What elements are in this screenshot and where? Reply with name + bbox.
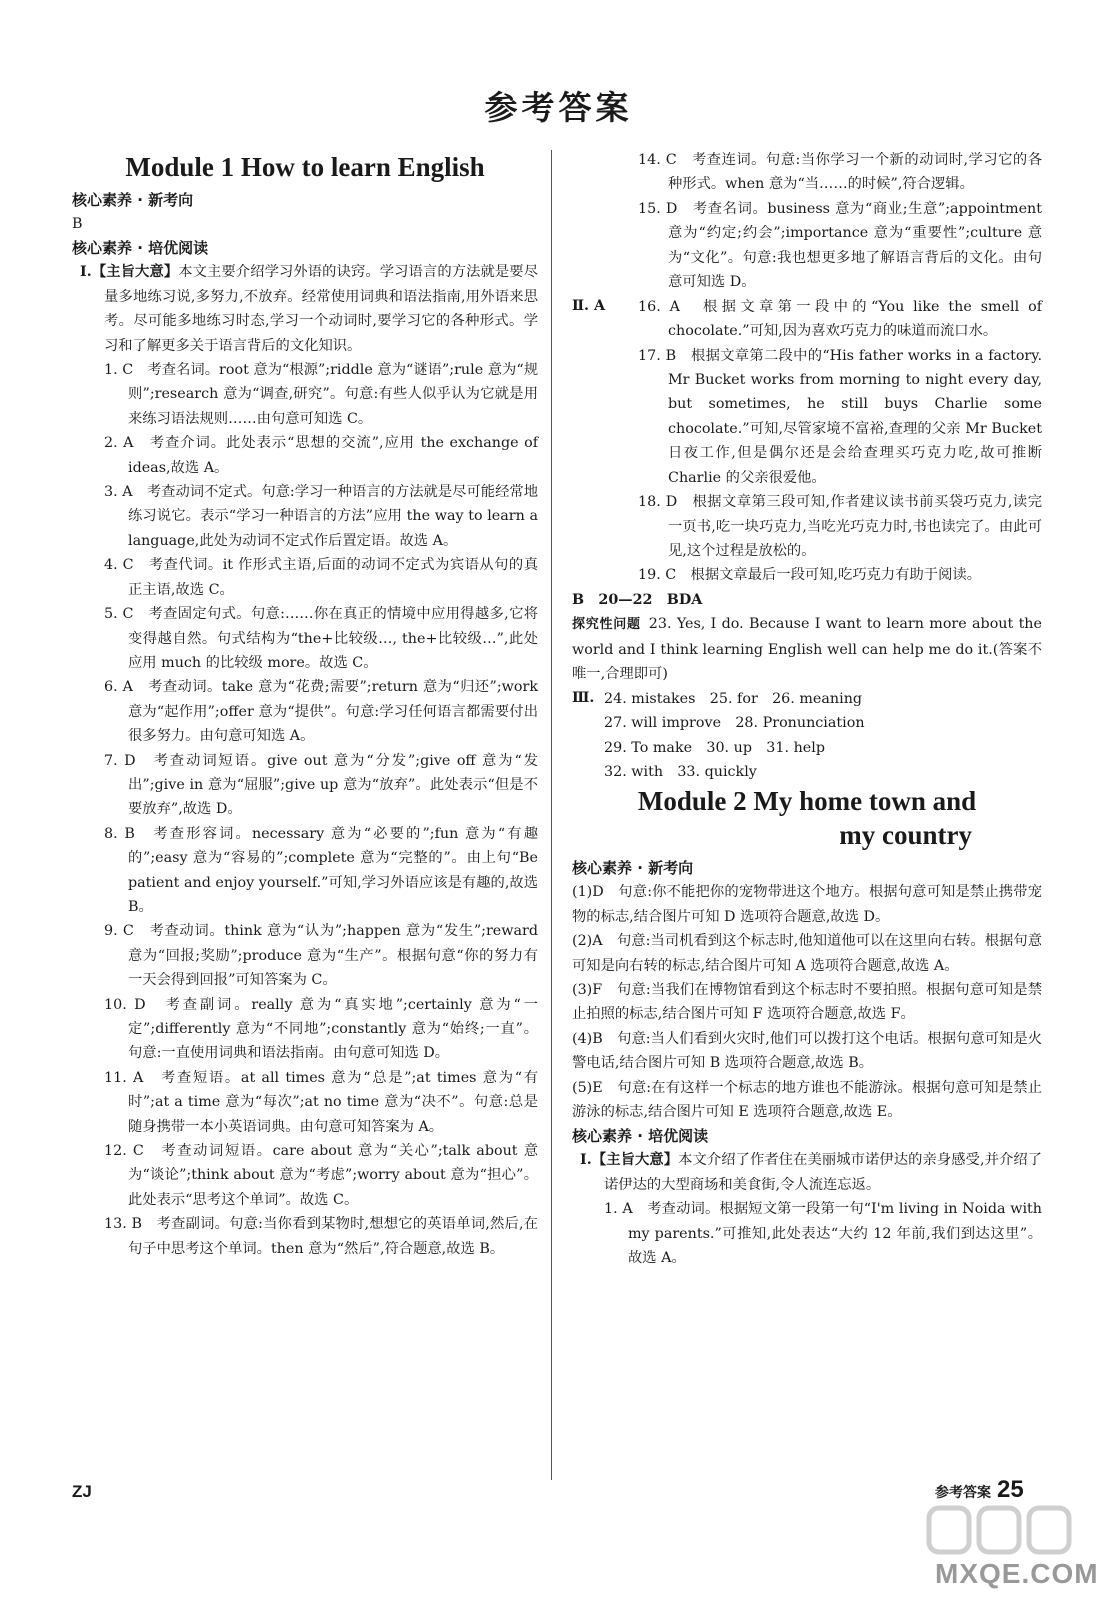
answer-list-right-b [572, 295, 1042, 588]
intro-paragraph [72, 260, 538, 358]
answer-item: 8. B 考查形容词。necessary 意为“必要的”;fun 意为“有趣的”;easy 意为“容易的”;complete 意为“完整的”。由上句“Be patient and enjoy yourself.”可知,学习外语应该是有趣的,故选 B。 [104, 825, 538, 915]
answer-item: 13. B 考查副词。句意:当你看到某物时,想想它的英语单词,然后,在句子中思考这个单词。then 意为“然后”,符合题意,故选 B。 [104, 1216, 538, 1257]
answer-item: 12. C 考查动词短语。care about 意为“关心”;talk about 意为“谈论”;think about 意为“考虑”;worry about 意为“担心”。此处表示“思考这个单词”。故选 C。 [104, 1143, 538, 1208]
sign-answer-item: (2)A 句意:当司机看到这个标志时,他知道他可以在这里向右转。根据句意可知是向右转的标志,结合图片可知 A 选项符合题意,故选 A。 [572, 933, 1042, 974]
column-divider [551, 150, 552, 1480]
answer-list-right-a [572, 148, 1042, 294]
m2-intro-text: 本文介绍了作者住在美丽城市诺伊达的亲身感受,并介绍了诺伊达的大型商场和美食街,令人流连忘返。 [604, 1152, 1042, 1193]
watermark-text: MXQE.COM [935, 1558, 1099, 1589]
answer-item: 16. A 根据文章第一段中的“You like the smell of chocolate.”可知,因为喜欢巧克力的味道而流口水。 [638, 298, 1042, 340]
section-heading-reading: 核心素养 · 培优阅读 [572, 1127, 709, 1146]
intro-text: 本文主要介绍学习外语的诀窍。学习语言的方法就是要尽量多地练习说,多努力,不放弃。经常使用词典和语法指南,用外语来思考。尽可能多地练习时态,学习一个动词时,要学习它的各种形式。学习和了解更多关于语言背后的文化知识。 [104, 264, 538, 354]
page-title: 参考答案 [484, 88, 633, 127]
answer-item: 1. C 考查名词。root 意为“根源”;riddle 意为“谜语”;rule 意为“规则”;research 意为“调查,研究”。句意:有些人似乎认为它就是用来练习语法规则……由句意可知选 C。 [104, 362, 538, 427]
m2-intro-paragraph [572, 1148, 1042, 1197]
answer-item: 2. A 考查介词。此处表示“思想的交流”,应用 the exchange of ideas,故选 A。 [104, 435, 538, 476]
answer-item: 5. C 考查固定句式。句意:……你在真正的情境中应用得越多,它将变得越自然。句式结构为“the+比较级…, the+比较级…”,此处应用 much 的比较级 more。故选 C。 [104, 606, 538, 671]
sign-answer-list [572, 880, 1042, 1124]
section-answer: B [72, 216, 83, 232]
intro-prefix: Ⅰ.【主旨大意】 [80, 264, 179, 281]
answer-item: 10. D 考查副词。really 意为“真实地”;certainly 意为“一定”;differently 意为“不同地”;constantly 意为“始终;一直”。句意:一直使用词典和语法指南。由句意可知选 D。 [104, 996, 538, 1062]
answer-item: 7. D 考查动词短语。give out 意为“分发”;give off 意为“发出”;give in 意为“屈服”;give up 意为“放弃”。此处表示“但是不要放弃”,故选 D。 [104, 752, 538, 818]
module-2-title [572, 784, 1042, 852]
answer-item: 14. C 考查连词。句意:当你学习一个新的动词时,学习它的各种形式。when 意为“当……的时候”,符合逻辑。 [638, 152, 1042, 193]
answer-item: 15. D 考查名词。business 意为“商业;生意”;appointment 意为“约定;约会”;importance 意为“重要性”;culture 意为“文化”。句意:我也想更多地了解语言背后的文化。由句意可知选 D。 [638, 200, 1042, 291]
watermark-logo-icon [925, 1500, 1075, 1560]
section-2-prefix: Ⅱ. A [572, 298, 606, 315]
section-heading-reading: 核心素养 · 培优阅读 [72, 239, 209, 258]
sign-answer-item: (1)D 句意:你不能把你的宠物带进这个地方。根据句意可知是禁止携带宠物的标志,结合图片可知 D 选项符合题意,故选 D。 [572, 884, 1042, 925]
answer-item: 9. C 考查动词。think 意为“认为”;happen 意为“发生”;reward 意为“回报;奖励”;produce 意为“生产”。根据句意“你的努力有一天会得到回报”可知答案为 C。 [104, 923, 538, 989]
answer-list-left [72, 358, 538, 1261]
explore-label: 探究性问题 [572, 617, 641, 633]
answer-item: 4. C 考查代词。it 作形式主语,后面的动词不定式为宾语从句的真正主语,故选 C。 [104, 557, 538, 598]
section-heading-new-direction: 核心素养 · 新考向 [72, 191, 194, 209]
section-3-prefix: Ⅲ. [572, 690, 595, 707]
answer-item: 6. A 考查动词。take 意为“花费;需要”;return 意为“归还”;work 意为“起作用”;offer 意为“提供”。句意:学习任何语言都需要付出很多努力。由句意可知选 A。 [104, 679, 538, 745]
right-column [572, 148, 1042, 1270]
sign-answer-item: (3)F 句意:当我们在博物馆看到这个标志时不要拍照。根据句意可知是禁止拍照的标志,结合图片可知 F 选项符合题意,故选 F。 [572, 982, 1042, 1023]
footer-code: ZJ [72, 1482, 92, 1501]
explore-question [572, 612, 1042, 686]
fill-answer-list [572, 687, 1042, 785]
answer-item: 17. B 根据文章第二段中的“His father works in a factory. Mr Bucket works from morning to night every day, but sometimes, he still buys Charlie some chocolate.”可知,尽管家境不富裕,查理的父亲 Mr Bucket 日夜工作,但是偶尔还是会给查理买巧克力吃,故可推断 Charlie 的父亲很爱他。 [638, 347, 1042, 486]
sign-answer-item: (5)E 句意:在有这样一个标志的地方谁也不能游泳。根据句意可知是禁止游泳的标志,结合图片可知 E 选项符合题意,故选 E。 [572, 1079, 1042, 1121]
fill-answer-line: 24. mistakes 25. for 26. meaning [604, 690, 863, 707]
answer-item: 1. A 考查动词。根据短文第一段第一句“I'm living in Noida with my parents.”可推知,此处表达“大约 12 年前,我们到达这里”。故选 A。 [604, 1201, 1042, 1267]
module-2-title-line2: my country [839, 820, 972, 851]
sign-answer-item: (4)B 句意:当人们看到火灾时,他们可以拨打这个电话。根据句意可知是火警电话,结合图片可知 B 选项符合题意,故选 B。 [572, 1030, 1042, 1072]
module-2-title-line1: Module 2 My home town and [637, 786, 977, 817]
answer-item: 18. D 根据文章第三段可知,作者建议读书前买袋巧克力,读完一页书,吃一块巧克力,当吃光巧克力时,书也读完了。由此可见,这个过程是放松的。 [638, 494, 1042, 559]
fill-answer-line: 29. To make 30. up 31. help [604, 739, 825, 756]
section-heading-new-direction: 核心素养 · 新考向 [572, 859, 694, 878]
answer-item: 19. C 根据文章最后一段可知,吃巧克力有助于阅读。 [638, 567, 981, 584]
answer-item: 3. A 考查动词不定式。句意:学习一种语言的方法就是尽可能经常地练习说它。表示“学习一种语言的方法”应用 the way to learn a language,此处为动词不定式作后置定语。故选 A。 [104, 484, 538, 549]
module-1-title: Module 1 How to learn English [125, 152, 485, 182]
explore-text: 23. Yes, I do. Because I want to learn more about the world and I think learning English well can help me do it.(答案不唯一,合理即可) [572, 616, 1042, 682]
answer-item: 11. A 考查短语。at all times 意为“总是”;at times 意为“有时”;at a time 意为“每次”;at no time 意为“决不”。句意:总是随身携带一本小英语词典。由句意可知答案为 A。 [104, 1069, 538, 1135]
fill-answer-line: 32. with 33. quickly [604, 763, 757, 780]
footer-label: 参考答案 [935, 1485, 991, 1501]
m2-intro-prefix: Ⅰ.【主旨大意】 [580, 1152, 679, 1169]
left-column [72, 148, 538, 1261]
page-number: 25 [997, 1476, 1024, 1503]
fill-answer-line: 27. will improve 28. Pronunciation [604, 715, 865, 732]
b-answer-line: B 20—22 BDA [572, 591, 703, 608]
